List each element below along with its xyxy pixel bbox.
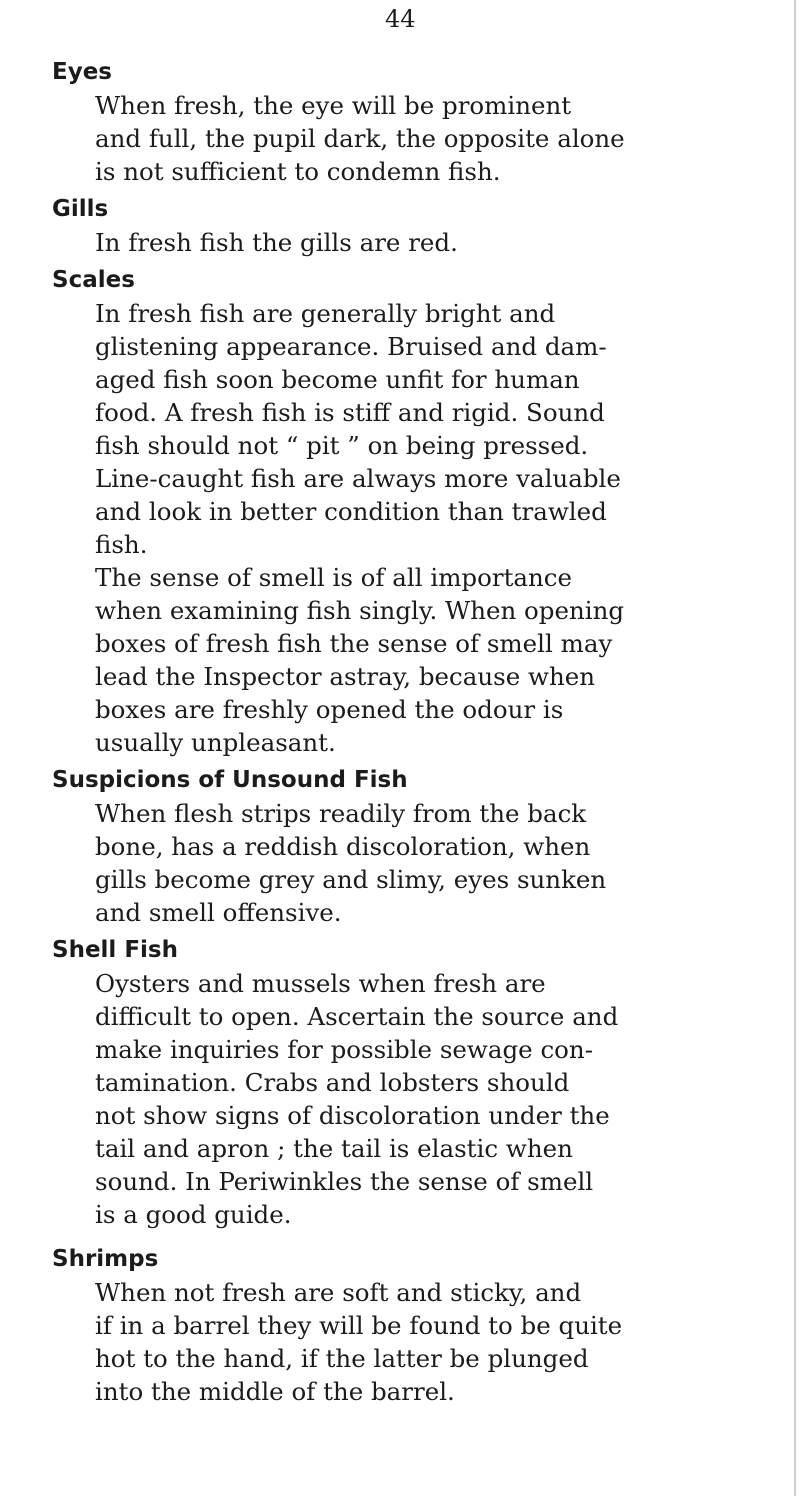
text-line: Oysters and mussels when fresh are — [95, 969, 546, 998]
section-heading: Suspicions of Unsound Fish — [52, 767, 408, 793]
section-paragraph — [52, 89, 788, 188]
page-number: 44 — [385, 5, 416, 33]
section-paragraph — [52, 297, 788, 561]
section-heading: Gills — [52, 196, 109, 222]
text-line: food. A fresh fish is stiff and rigid. Sound — [95, 398, 605, 427]
text-line: sound. In Periwinkles the sense of smell — [95, 1167, 594, 1196]
text-line: and look in better condition than trawled — [95, 497, 607, 526]
text-line: fish. — [95, 530, 148, 559]
text-line: usually unpleasant. — [95, 728, 336, 757]
text-line: glistening appearance. Bruised and dam- — [95, 332, 607, 361]
text-line: hot to the hand, if the latter be plunged — [95, 1344, 589, 1373]
text-line: boxes of fresh fish the sense of smell may — [95, 629, 613, 658]
section-heading: Shell Fish — [52, 937, 178, 963]
text-line: The sense of smell is of all importance — [95, 563, 573, 592]
text-line: tamination. Crabs and lobsters should — [95, 1068, 570, 1097]
text-line: if in a barrel they will be found to be quite — [95, 1311, 623, 1340]
section-eyes — [52, 56, 788, 188]
text-line: not show signs of discoloration under the — [95, 1101, 610, 1130]
section-gills — [52, 193, 788, 259]
section-shell-fish — [52, 934, 788, 1231]
text-line: difficult to open. Ascertain the source and — [95, 1002, 619, 1031]
text-line: aged fish soon become unfit for human — [95, 365, 580, 394]
text-line: In fresh fish the gills are red. — [95, 228, 458, 257]
text-line: When fresh, the eye will be prominent — [95, 91, 572, 120]
page-content — [52, 56, 788, 1408]
text-line: gills become grey and slimy, eyes sunken — [95, 865, 607, 894]
text-line: and full, the pupil dark, the opposite alone — [95, 124, 625, 153]
text-line: When not fresh are soft and sticky, and — [95, 1278, 582, 1307]
text-line: boxes are freshly opened the odour is — [95, 695, 564, 724]
section-heading: Eyes — [52, 59, 112, 85]
section-paragraph — [52, 797, 788, 929]
page-edge — [794, 0, 796, 1496]
text-line: bone, has a reddish discoloration, when — [95, 832, 591, 861]
section-heading: Scales — [52, 267, 135, 293]
section-paragraph — [52, 226, 788, 259]
text-line: fish should not “ pit ” on being pressed. — [95, 431, 589, 460]
text-line: and smell offensive. — [95, 898, 342, 927]
section-heading: Shrimps — [52, 1246, 159, 1272]
text-line: into the middle of the barrel. — [95, 1377, 455, 1406]
text-line: In fresh fish are generally bright and — [95, 299, 556, 328]
text-line: When flesh strips readily from the back — [95, 799, 587, 828]
section-scales — [52, 264, 788, 759]
section-shrimps — [52, 1243, 788, 1408]
section-paragraph — [52, 967, 788, 1231]
text-line: lead the Inspector astray, because when — [95, 662, 596, 691]
text-line: make inquiries for possible sewage con- — [95, 1035, 593, 1064]
section-paragraph — [52, 1276, 788, 1408]
text-line: is not sufficient to condemn fish. — [95, 157, 501, 186]
text-line: Line-caught fish are always more valuable — [95, 464, 621, 493]
text-line: is a good guide. — [95, 1200, 292, 1229]
text-line: when examining fish singly. When opening — [95, 596, 625, 625]
section-suspicions — [52, 764, 788, 929]
section-paragraph — [52, 561, 788, 759]
text-line: tail and apron ; the tail is elastic when — [95, 1134, 573, 1163]
